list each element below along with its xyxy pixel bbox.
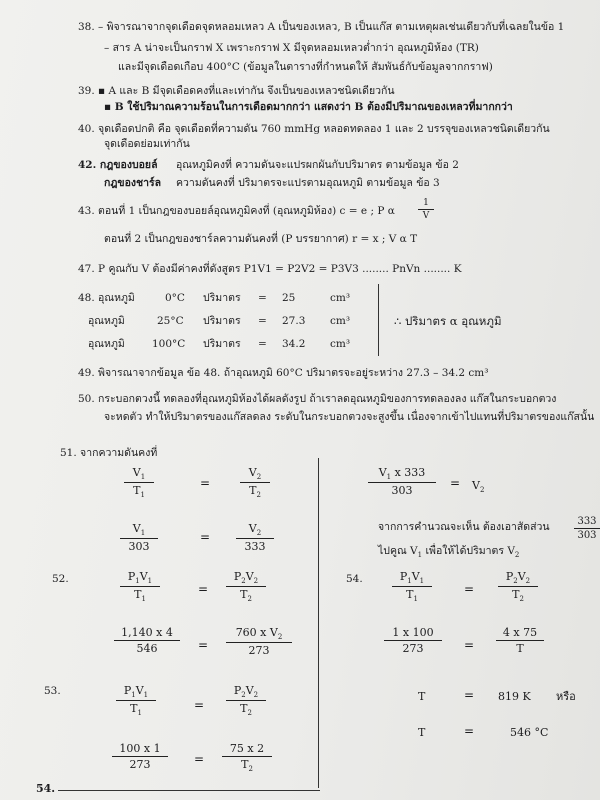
calc-54-right: $\frac{4 x 75}{T}$ — [496, 626, 544, 655]
answer-40-line1: 40. จุดเดือดปกติ คือ จุดเดือดที่ความดัน 760 mmHg หลอดทดลอง 1 และ 2 บรรจุของเหลวชนิดเดียวกัน — [78, 123, 550, 135]
inverse-v-fraction: $\frac{1}{V}$ — [418, 198, 434, 221]
bottom-rule — [58, 790, 320, 791]
calc-54-left: $\frac{1 x 100}{273}$ — [384, 626, 442, 655]
column-divider — [318, 458, 319, 788]
equals: = — [464, 582, 475, 596]
answer-39-line1: 39. ▪ A และ B มีจุดเดือดคงที่และเท่ากัน จึงเป็นของเหลวชนิดเดียวกัน — [78, 85, 395, 97]
row1-unit: cm³ — [330, 292, 351, 304]
row2-temp: 25°C — [157, 315, 184, 327]
answer-54-bottom-num: 54. — [36, 782, 56, 795]
answer-40-line2: จุดเดือดย่อมเท่ากัน — [104, 138, 190, 150]
p2v2-over-t2-54: $\frac{P_2V_2}{T_2}$ — [498, 570, 538, 603]
answer-50-line1: 50. กระบอกตวงนี้ ทดลองที่อุณหภูมิห้องได้ผลดังรูป ถ้าเราลดอุณหภูมิของการทดลองลง แก๊สในกระบอกตวง — [78, 393, 557, 405]
equals: = — [198, 582, 209, 596]
equals: = — [450, 476, 461, 490]
answer-53-num: 53. — [44, 685, 61, 697]
answer-51-head: 51. จากความดันคงที่ — [60, 447, 158, 459]
answer-42-charles-body: ความดันคงที่ ปริมาตรจะแปรตามอุณหภูมิ ตามข้อมูล ข้อ 3 — [176, 177, 440, 189]
answer-38-line1: 38. – พิจารณาจากจุดเดือดจุดหลอมเหลว A เป็นของเหลว, B เป็นแก๊ส ตามเหตุผลเช่นเดียวกับที่เฉลยในข้อ 1 — [78, 21, 565, 33]
t-symbol-2: T — [418, 726, 426, 739]
p2v2-over-t2-53: $\frac{P_2V_2}{T_2}$ — [226, 684, 266, 717]
row1-vol-label: ปริมาตร — [203, 292, 241, 304]
answer-42-boyle-head: 42. กฎของบอยล์ — [78, 159, 158, 171]
calc-52-left: $\frac{1,140 x 4}{546}$ — [114, 626, 180, 655]
result-819-k: 819 K — [498, 690, 531, 703]
row2-label: อุณหภูมิ — [88, 315, 125, 327]
p1v1-over-t1-54: $\frac{P_1V_1}{T_1}$ — [392, 570, 432, 603]
row1-temp: 0°C — [165, 292, 185, 304]
calc-53-right: $\frac{75 x 2}{T_2}$ — [222, 742, 272, 773]
or-word: หรือ — [556, 690, 576, 703]
answer-42-boyle-body: อุณหภูมิคงที่ ความดันจะแปรผกผันกับปริมาตร ตามข้อมูล ข้อ 2 — [176, 159, 459, 171]
answer-49: 49. พิจารณาจากข้อมูล ข้อ 48. ถ้าอุณหภูมิ 60°C ปริมาตรจะอยู่ระหว่าง 27.3 – 34.2 cm³ — [78, 367, 489, 379]
v2-symbol: $V_2$ — [472, 479, 485, 495]
calc-53-left: $\frac{100 x 1}{273}$ — [112, 742, 168, 771]
equals: = — [198, 638, 209, 652]
equals: = — [464, 688, 475, 702]
row1-eq: = — [258, 292, 267, 304]
v1-over-303: $\frac{V_1}{303}$ — [120, 522, 158, 553]
p1v1-over-t1-53: $\frac{P_1V_1}{T_1}$ — [116, 684, 156, 717]
equals: = — [464, 638, 475, 652]
row3-vol-label: ปริมาตร — [203, 338, 241, 350]
row3-temp: 100°C — [152, 338, 186, 350]
equals: = — [194, 698, 205, 712]
equals: = — [200, 476, 211, 490]
row3-label: อุณหภูมิ — [88, 338, 125, 350]
equals: = — [464, 724, 475, 738]
answer-52-num: 52. — [52, 573, 69, 585]
answer-47: 47. P คูณกับ V ต้องมีค่าคงที่ดังสูตร P1V1 = P2V2 = P3V3 ........ PnVn ........ K — [78, 263, 462, 275]
t-symbol-1: T — [418, 690, 426, 703]
p1v1-over-t1: $\frac{P_1V_1}{T_1}$ — [120, 570, 160, 603]
answer-50-line2: จะหดตัว ทำให้ปริมาตรของแก๊สลดลง ระดับในกระบอกตวงจะสูงขึ้น เนื่องจากเข้าไปแทนที่ปริมาตรของแก๊สนั้น — [104, 411, 595, 423]
answer-38-line3: และมีจุดเดือดเกือบ 400°C (ข้อมูลในตารางที่กำหนดให้ สัมพันธ์กับข้อมูลจากกราฟ) — [118, 61, 493, 73]
answer-54-num: 54. — [346, 573, 363, 585]
calc-52-right: $\frac{760 x V_2}{273}$ — [226, 626, 292, 657]
answer-48-conclusion: ∴ ปริมาตร α อุณหภูมิ — [394, 314, 502, 328]
row2-unit: cm³ — [330, 315, 351, 327]
answer-42-charles-head: กฎของชาร์ล — [104, 177, 162, 189]
v1-over-t1: $\frac{V_1}{T_1}$ — [124, 466, 154, 499]
v1x333-over-303: $\frac{V_1 x 333}{303}$ — [368, 466, 436, 497]
answer-39-line2: ▪ B ใช้ปริมาณความร้อนในการเดือดมากกว่า แสดงว่า B ต้องมีปริมาณของเหลวที่มากกว่า — [104, 101, 513, 113]
answer-43-part1: 43. ตอนที่ 1 เป็นกฎของบอยล์อุณหภูมิคงที่ (อุณหภูมิห้อง) c = e ; P α — [78, 205, 395, 217]
p2v2-over-t2: $\frac{P_2V_2}{T_2}$ — [226, 570, 266, 603]
answer-43-part2: ตอนที่ 2 เป็นกฎของชาร์ลความดันคงที่ (P บรรยากาศ) r = x ; V α T — [104, 233, 418, 245]
row2-vol: 27.3 — [282, 315, 306, 327]
v2-over-t2: $\frac{V_2}{T_2}$ — [240, 466, 270, 499]
row1-label: 48. อุณหภูมิ — [78, 292, 135, 304]
table-divider — [378, 284, 379, 356]
row3-vol: 34.2 — [282, 338, 306, 350]
v2-over-333: $\frac{V_2}{333}$ — [236, 522, 274, 553]
answer-51-note1: จากการคำนวณจะเห็น ต้องเอาสัดส่วน — [378, 521, 550, 533]
ratio-fraction: $\frac{333}{303}$ — [574, 516, 600, 541]
equals: = — [194, 752, 205, 766]
row3-unit: cm³ — [330, 338, 351, 350]
equals: = — [200, 530, 211, 544]
row2-vol-label: ปริมาตร — [203, 315, 241, 327]
answer-51-note2: ไปคูณ $V_1$ เพื่อให้ได้ปริมาตร $V_2$ — [378, 545, 520, 560]
row2-eq: = — [258, 315, 267, 327]
row1-vol: 25 — [282, 292, 296, 304]
answer-38-line2: – สาร A น่าจะเป็นกราฟ X เพราะกราฟ X มีจุดหลอมเหลวต่ำกว่า อุณหภูมิห้อง (TR) — [104, 42, 479, 54]
row3-eq: = — [258, 338, 267, 350]
result-546-c: 546 °C — [510, 726, 549, 739]
